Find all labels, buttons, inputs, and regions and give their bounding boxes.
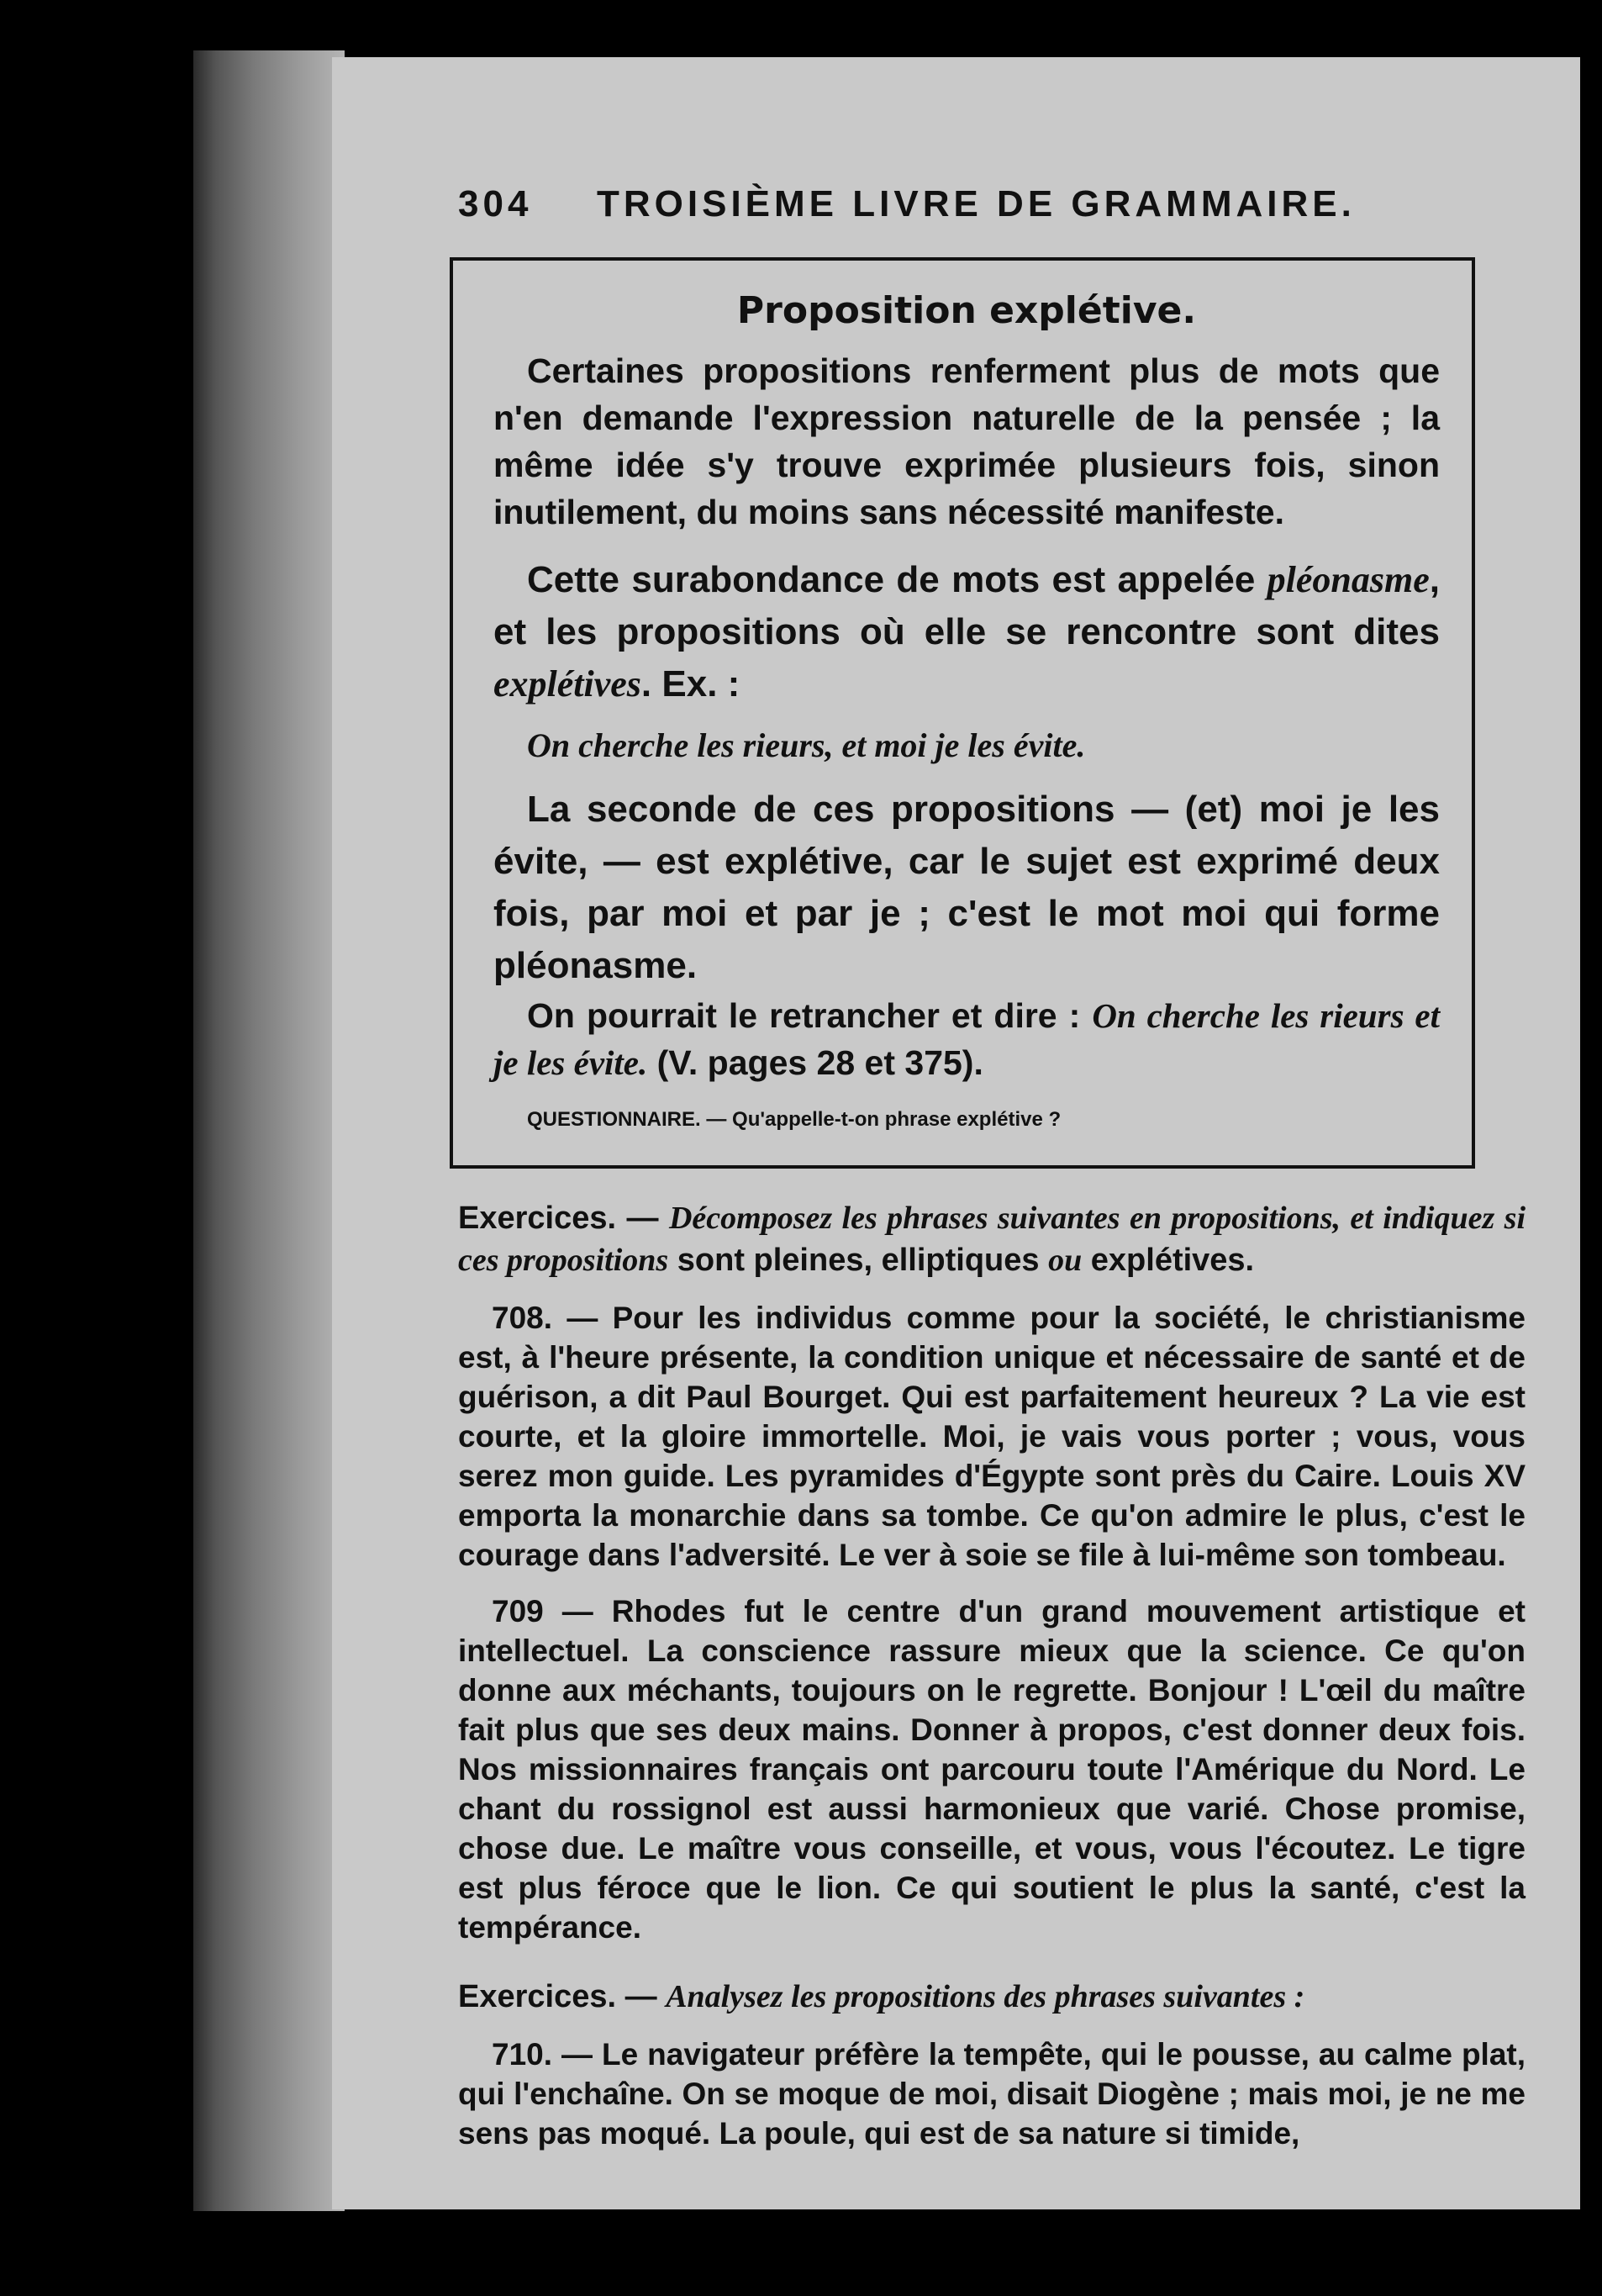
- exercise-section-1-heading: [458, 1197, 1526, 1281]
- book-title: TROISIÈME LIVRE DE GRAMMAIRE.: [597, 183, 1356, 224]
- exercise-section-2-heading: [458, 1976, 1526, 2018]
- questionnaire: QUESTIONNAIRE. — Qu'appelle-t-on phrase explétive ?: [527, 1108, 1062, 1131]
- rule-paragraph-2-lead: Cette surabondance de mots est appelée: [527, 559, 1267, 600]
- exercise-instruction: Analysez les propositions des phrases suivantes :: [666, 1979, 1305, 2014]
- rule-paragraph-4-example: On cherche les rieurs et je les évite.: [493, 996, 1440, 1082]
- exercise-710: [458, 2035, 1526, 2153]
- term-pleonasme: pléonasme: [1267, 559, 1430, 600]
- exercise-709: [458, 1591, 1526, 1947]
- exercise-label: Exercices.: [458, 1979, 617, 2014]
- book-spine-edge: [193, 50, 345, 2211]
- exercise-708: [458, 1298, 1526, 1575]
- exercise-number: 709: [492, 1594, 544, 1628]
- term-expletives: explétives: [493, 663, 641, 705]
- exercise-text: — Rhodes fut le centre d'un grand mouvement artistique et intellectuel. La conscience rassure mieux que la science. Ce qu'on donne aux méchants, toujours on le regrette. Bonjour ! L'œil du maître fait plus que ses deux mains. Donner à propos, c'est donner deux fois. Nos missionnaires français ont parcouru toute l'Amérique du Nord. Le chant du rossignol est aussi harmonieux que varié. Chose promise, chose due. Le maître vous conseille, et vous, vous l'écoutez. Le tigre est plus féroce que le lion. Ce qui soutient le plus la santé, c'est la tempérance.: [458, 1594, 1526, 1945]
- exercise-instruction-d: explétives.: [1082, 1243, 1255, 1278]
- page-number: 304: [458, 183, 533, 224]
- rule-paragraph-4: [493, 992, 1440, 1086]
- exercise-dash: —: [616, 1979, 667, 2014]
- rule-paragraph-1: Certaines propositions renferment plus de mots que n'en demande l'expression naturelle de la pensée ; la même idée s'y trouve exprimée plusieurs fois, sinon inutilement, du moins sans nécessité manifeste.: [493, 351, 1440, 531]
- rule-paragraph-2-tail: . Ex. :: [640, 663, 740, 705]
- rule-paragraph-2: [493, 554, 1440, 710]
- page-content: [458, 183, 1526, 2153]
- exercise-text: — Le navigateur préfère la tempête, qui le pousse, au calme plat, qui l'enchaîne. On se moque de moi, disait Diogène ; mais moi, je ne me sens pas moqué. La poule, qui est de sa nature si timide,: [458, 2037, 1526, 2151]
- exercise-instruction-c: ou: [1048, 1243, 1083, 1278]
- rule-paragraph-4-lead: On pourrait le retrancher et dire :: [527, 996, 1093, 1035]
- running-head: [458, 183, 1526, 242]
- exercise-instruction-a: Décomposez les phrases suivantes en propositions, et indiquez si ces propositions: [458, 1201, 1526, 1278]
- exercise-label: Exercices.: [458, 1201, 617, 1236]
- rule-title: Proposition explétive.: [736, 289, 1197, 332]
- rule-example: On cherche les rieurs, et moi je les évite.: [527, 726, 1086, 764]
- exercise-dash: —: [616, 1201, 669, 1236]
- exercise-number: 708.: [492, 1301, 553, 1335]
- rule-paragraph-3: La seconde de ces propositions — (et) moi je les évite, — est explétive, car le sujet est exprimé deux fois, par moi et par je ; c'est le mot moi qui forme pléonasme.: [493, 789, 1440, 986]
- rule-paragraph-4-ref: (V. pages 28 et 375).: [647, 1043, 983, 1082]
- rule-box: [450, 257, 1475, 1169]
- exercise-instruction-b: sont pleines, elliptiques: [668, 1243, 1049, 1278]
- book-page: [332, 57, 1580, 2209]
- exercise-text: — Pour les individus comme pour la société, le christianisme est, à l'heure présente, la condition unique et nécessaire de santé et de guérison, a dit Paul Bourget. Qui est parfaitement heureux ? La vie est courte, et la gloire immortelle. Moi, je vais vous porter ; vous, vous serez mon guide. Les pyramides d'Égypte sont près du Caire. Louis XV emporta la monarchie dans sa tombe. Ce qu'on admire le plus, c'est le courage dans l'adversité. Le ver à soie se file à lui-même son tombeau.: [458, 1301, 1526, 1572]
- exercise-number: 710.: [492, 2037, 553, 2072]
- rule-paragraph-2-mid: , et les propositions où elle se rencontre sont dites: [493, 559, 1440, 652]
